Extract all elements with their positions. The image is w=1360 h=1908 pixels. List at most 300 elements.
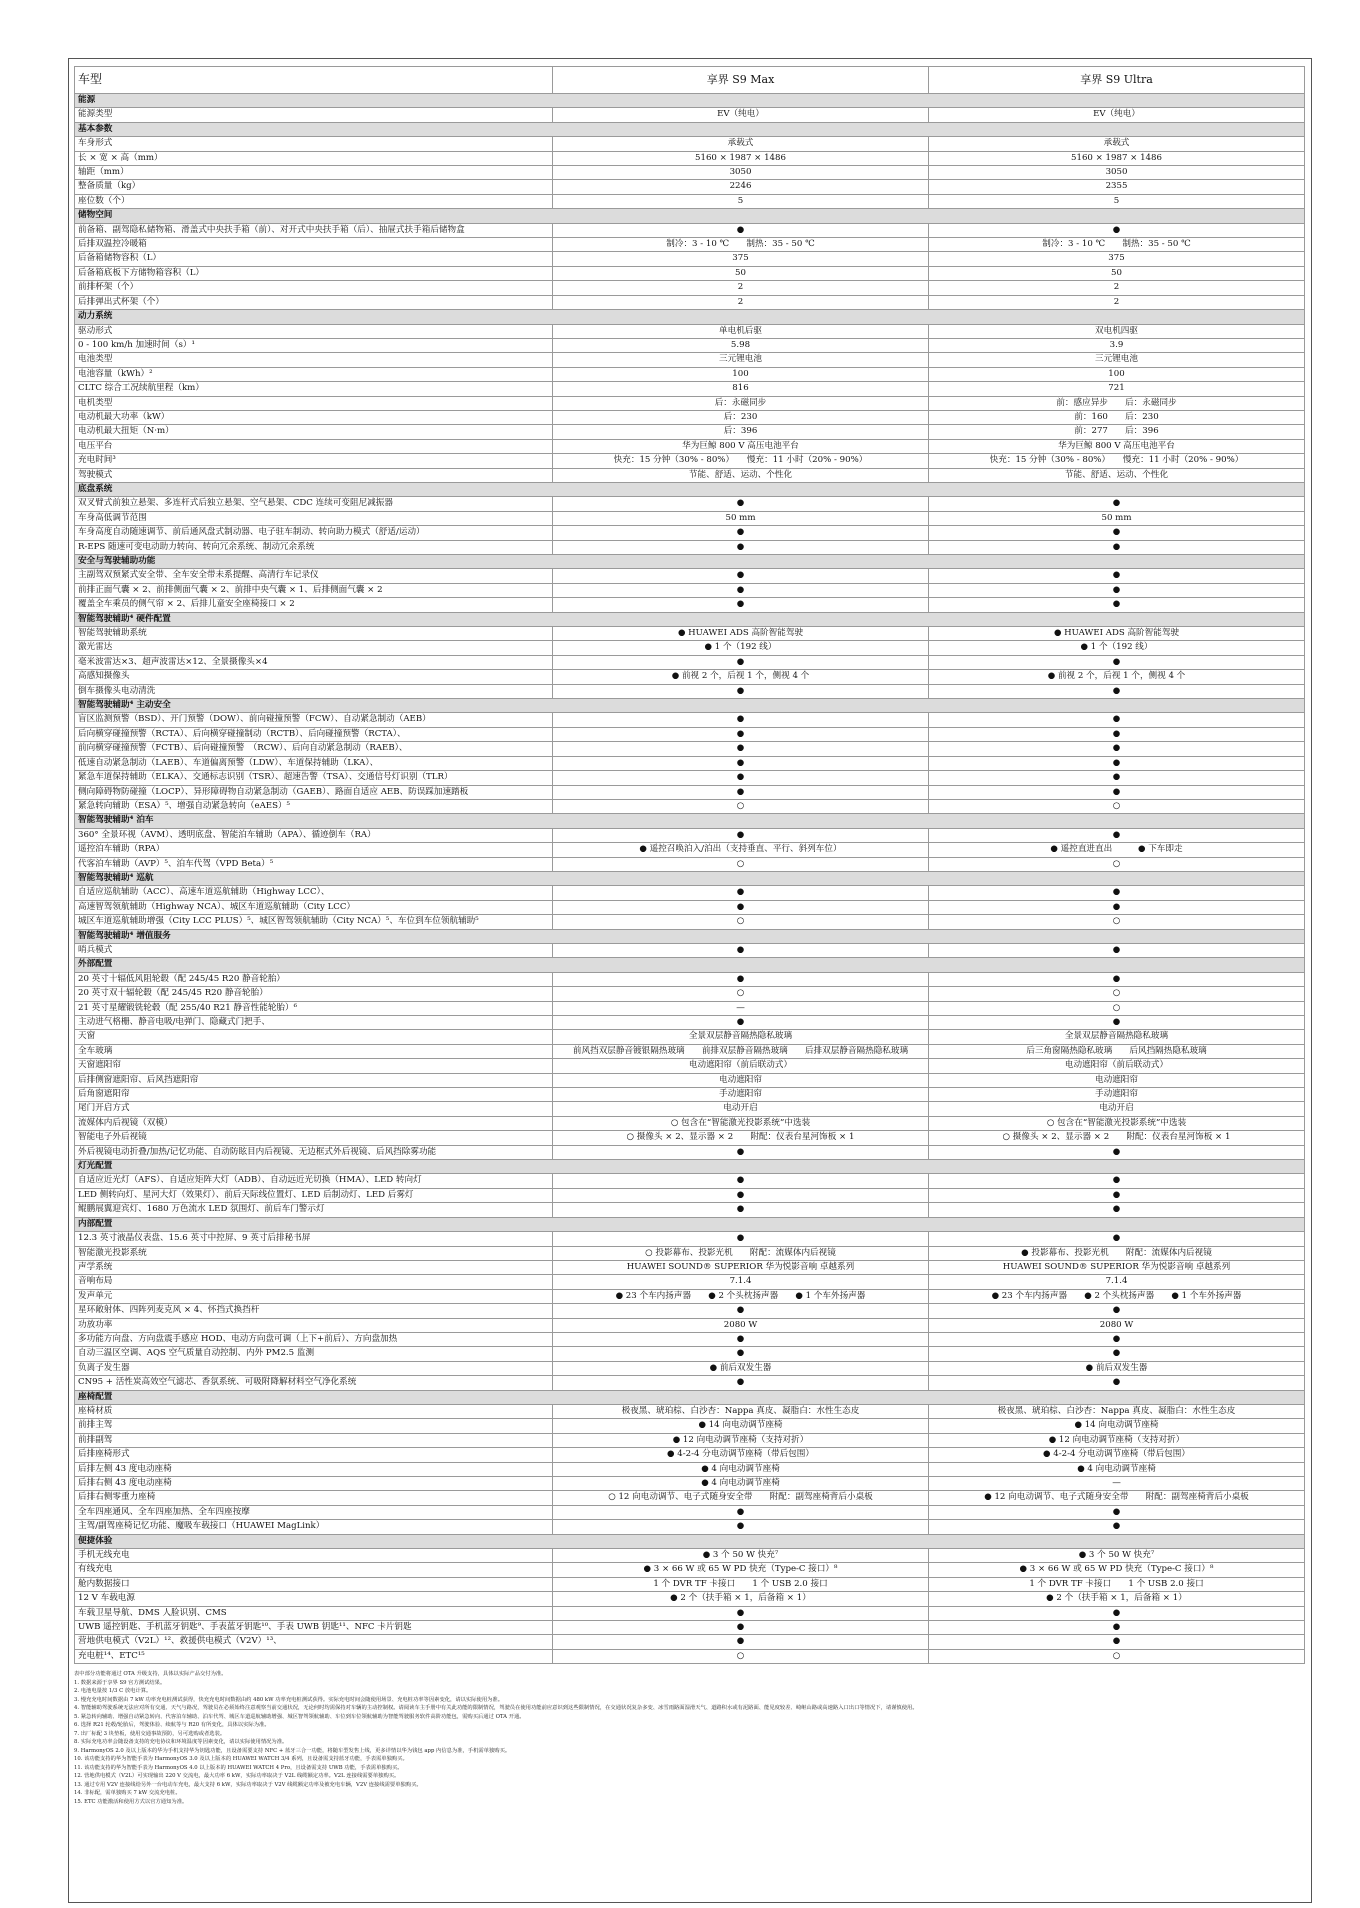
spec-value-max: ● 14 向电动调节座椅 <box>553 1419 929 1433</box>
spec-row <box>75 1073 1305 1087</box>
spec-row <box>75 137 1305 151</box>
spec-value-ultra: 5160 × 1987 × 1486 <box>929 151 1305 165</box>
footnote-line: 4. 智能辅助驾驶系统无法应对所有交通、天气与路况，驾驶员在必须始终注意观察当前交通状况，无论何时均需保持对车辆的主动控制权。请阅读车主手册中有关此功能的限制情况，驾驶员在使用功能前应意识到这些限制情况，在交通状况复杂多变、冰雪雨路面湿滑天气、道路积水或有泥路面、能见度较差、崎岖山路或高速路入口出口等情况下，请谨慎使用。 <box>74 1705 918 1712</box>
spec-value-ultra: ● <box>929 1621 1305 1635</box>
spec-row <box>75 857 1305 871</box>
spec-value-ultra: ○ <box>929 1001 1305 1015</box>
spec-row <box>75 367 1305 381</box>
spec-value-ultra: ● <box>929 785 1305 799</box>
spec-row <box>75 223 1305 237</box>
footnote-line: 6. 选择 R21 轮毂/轮胎后，驾驶体验、续航等与 R20 有所变化，具体以实际为准。 <box>74 1722 270 1729</box>
spec-row <box>75 454 1305 468</box>
spec-label: 盲区监测预警（BSD）、开门预警（DOW）、前向碰撞预警（FCW）、自动紧急制动（AEB） <box>75 713 553 727</box>
spec-value-max: ● 前视 2 个，后视 1 个，侧视 4 个 <box>553 670 929 684</box>
footnote-line: 13. 通过专用 V2V 连接线给另外一台电动车充电，最大支持 6 kW，实际功率取决于 V2V 线缆额定功率及被充电车辆，V2V 连接线需要单独购买。 <box>74 1781 422 1788</box>
spec-label: 21 英寸星耀锻铣轮毂（配 255/40 R21 静音性能轮胎）⁶ <box>75 1001 553 1015</box>
spec-row <box>75 627 1305 641</box>
spec-value-max: ● <box>553 943 929 957</box>
spec-label: 车载卫星导航、DMS 人脸识别、CMS <box>75 1606 553 1620</box>
spec-row <box>75 1577 1305 1591</box>
spec-row <box>75 1318 1305 1332</box>
spec-value-ultra: ○ 包含在“智能激光投影系统”中选装 <box>929 1116 1305 1130</box>
section-title: 便捷体验 <box>75 1534 1305 1548</box>
spec-value-max: ● <box>553 828 929 842</box>
spec-label: 音响布局 <box>75 1275 553 1289</box>
spec-row <box>75 338 1305 352</box>
section-title: 能源 <box>75 94 1305 108</box>
spec-label: 12.3 英寸液晶仪表盘、15.6 英寸中控屏、9 英寸后排秘书屏 <box>75 1232 553 1246</box>
spec-row <box>75 1606 1305 1620</box>
spec-value-max: ● 12 向电动调节座椅（支持对折） <box>553 1433 929 1447</box>
spec-value-ultra: ● <box>929 886 1305 900</box>
footnote-line: 12. 营地供电模式（V2L）可实现输出 220 V 交流电，最大功率 6 kW，实际功率取决于 V2L 线缆额定功率。V2L 连接线需要单独购买。 <box>74 1773 400 1780</box>
spec-value-max: 三元锂电池 <box>553 353 929 367</box>
section-header-row <box>75 555 1305 569</box>
spec-label: 毫米波雷达×3、超声波雷达×12、全景摄像头×4 <box>75 655 553 669</box>
spec-value-ultra: ● <box>929 1016 1305 1030</box>
spec-value-ultra: 2080 W <box>929 1318 1305 1332</box>
spec-row <box>75 1419 1305 1433</box>
spec-value-ultra: 双电机四驱 <box>929 324 1305 338</box>
spec-label: 手机无线充电 <box>75 1549 553 1563</box>
spec-row <box>75 915 1305 929</box>
spec-label: 座位数（个） <box>75 194 553 208</box>
spec-label: 全车玻璃 <box>75 1044 553 1058</box>
spec-label: 座椅材质 <box>75 1404 553 1418</box>
spec-row <box>75 1491 1305 1505</box>
spec-value-max: 后：230 <box>553 410 929 424</box>
section-header-row <box>75 1390 1305 1404</box>
spec-row <box>75 1549 1305 1563</box>
spec-value-ultra: ● <box>929 223 1305 237</box>
spec-label: 负离子发生器 <box>75 1361 553 1375</box>
spec-value-max: ○ <box>553 915 929 929</box>
spec-row <box>75 382 1305 396</box>
spec-value-ultra: 3.9 <box>929 338 1305 352</box>
section-header-row <box>75 612 1305 626</box>
spec-value-ultra: ● <box>929 943 1305 957</box>
section-title: 智能驾驶辅助⁴ 主动安全 <box>75 699 1305 713</box>
spec-row <box>75 1433 1305 1447</box>
spec-label: 0 - 100 km/h 加速时间（s）¹ <box>75 338 553 352</box>
section-title: 外部配置 <box>75 958 1305 972</box>
spec-value-max: ● 4-2-4 分电动调节座椅（带后包围） <box>553 1448 929 1462</box>
spec-label: 前排正面气囊 × 2、前排侧面气囊 × 2、前排中央气囊 × 1、后排侧面气囊 × 2 <box>75 583 553 597</box>
spec-label: 车身形式 <box>75 137 553 151</box>
spec-label: UWB 遥控钥匙、手机蓝牙钥匙⁹、手表蓝牙钥匙¹⁰、手表 UWB 钥匙¹¹、NFC 卡片钥匙 <box>75 1621 553 1635</box>
section-title: 储物空间 <box>75 209 1305 223</box>
spec-value-max: ● <box>553 742 929 756</box>
spec-value-ultra: ● <box>929 1174 1305 1188</box>
spec-value-ultra: ● <box>929 828 1305 842</box>
footnote-line: 5. 紧急转向辅助、增强自动紧急转向、代客泊车辅助、泊车代驾、城区车道巡航辅助增强、城区智驾领航辅助、车位到车位领航辅助为智能驾驶服务软件高阶功能包，需购买后通过 OTA 开通。 <box>74 1713 525 1720</box>
spec-value-ultra: ● <box>929 684 1305 698</box>
spec-value-max: ● <box>553 540 929 554</box>
spec-value-max: ● <box>553 1635 929 1649</box>
spec-value-max: ○ 包含在“智能激光投影系统”中选装 <box>553 1116 929 1130</box>
spec-value-max: 后：396 <box>553 425 929 439</box>
spec-label: 电池容量（kWh）² <box>75 367 553 381</box>
spec-label: 电动机最大扭矩（N·m） <box>75 425 553 439</box>
section-header-row <box>75 814 1305 828</box>
spec-value-ultra: ● <box>929 1203 1305 1217</box>
table-header-row <box>75 67 1305 94</box>
spec-label: 遥控泊车辅助（RPA） <box>75 843 553 857</box>
spec-value-max: ● <box>553 1505 929 1519</box>
spec-value-ultra: ● <box>929 598 1305 612</box>
section-header-row <box>75 1534 1305 1548</box>
spec-value-max: 5160 × 1987 × 1486 <box>553 151 929 165</box>
spec-row <box>75 1404 1305 1418</box>
spec-row <box>75 1505 1305 1519</box>
spec-value-max: ○ 摄像头 × 2、显示器 × 2 附配：仪表台星河饰板 × 1 <box>553 1131 929 1145</box>
spec-label: 车身高度自动随速调节、前后通风盘式制动器、电子驻车制动、转向助力模式（舒适/运动） <box>75 526 553 540</box>
spec-label: 自适应近光灯（AFS）、自适应矩阵大灯（ADB）、自动远近光切换（HMA）、LED 转向灯 <box>75 1174 553 1188</box>
spec-label: 激光雷达 <box>75 641 553 655</box>
spec-row <box>75 1059 1305 1073</box>
spec-value-ultra: ● <box>929 526 1305 540</box>
spec-value-max: ● <box>553 583 929 597</box>
spec-row <box>75 439 1305 453</box>
spec-table <box>74 66 1305 1664</box>
spec-label: 鲲鹏展翼迎宾灯、1680 万色流水 LED 氛围灯、前后车门警示灯 <box>75 1203 553 1217</box>
spec-value-ultra: ● 4 向电动调节座椅 <box>929 1462 1305 1476</box>
spec-label: 多功能方向盘、方向盘震手感应 HOD、电动方向盘可调（上下+前后）、方向盘加热 <box>75 1332 553 1346</box>
spec-row <box>75 497 1305 511</box>
spec-label: R-EPS 随速可变电动助力转向、转向冗余系统、制动冗余系统 <box>75 540 553 554</box>
spec-row <box>75 583 1305 597</box>
spec-row <box>75 900 1305 914</box>
spec-value-ultra: 50 <box>929 266 1305 280</box>
spec-value-max: ● <box>553 1145 929 1159</box>
section-title: 智能驾驶辅助⁴ 硬件配置 <box>75 612 1305 626</box>
spec-value-max: ● <box>553 1174 929 1188</box>
spec-value-ultra: 3050 <box>929 166 1305 180</box>
spec-value-ultra: ● <box>929 1188 1305 1202</box>
spec-value-max: ○ <box>553 987 929 1001</box>
spec-label: 主副驾双预紧式安全带、全车安全带未系提醒、高清行车记录仪 <box>75 569 553 583</box>
spec-row <box>75 1621 1305 1635</box>
spec-row <box>75 194 1305 208</box>
footnote-line: 10. 该功能支持的华为智能手表为 HarmonyOS 3.0 及以上版本的 HUAWEI WATCH 3/4 系列，且设备需支持蓝牙功能，手表需单独购买。 <box>74 1756 408 1763</box>
spec-value-max: ● <box>553 1232 929 1246</box>
spec-row <box>75 108 1305 122</box>
spec-value-ultra: 华为巨鲸 800 V 高压电池平台 <box>929 439 1305 453</box>
spec-row <box>75 1520 1305 1534</box>
spec-value-max: ● 遥控召唤泊入/泊出（支持垂直、平行、斜列车位） <box>553 843 929 857</box>
spec-label: 前排副驾 <box>75 1433 553 1447</box>
section-title: 座椅配置 <box>75 1390 1305 1404</box>
spec-row <box>75 785 1305 799</box>
footnote-line: 11. 该功能支持的华为智能手表为 HarmonyOS 4.0 以上版本的 HUAWEI WATCH 4 Pro，且设备需支持 UWB 功能，手表需单独购买。 <box>74 1764 403 1771</box>
spec-row <box>75 1332 1305 1346</box>
spec-label: 倒车摄像头电动清洗 <box>75 684 553 698</box>
spec-value-ultra: 电动遮阳帘 <box>929 1073 1305 1087</box>
spec-row <box>75 1448 1305 1462</box>
spec-row <box>75 180 1305 194</box>
spec-value-ultra: ○ <box>929 857 1305 871</box>
spec-value-ultra: ● 1 个（192 线） <box>929 641 1305 655</box>
spec-row <box>75 569 1305 583</box>
spec-value-ultra: ● <box>929 727 1305 741</box>
spec-value-ultra: ● <box>929 497 1305 511</box>
spec-row <box>75 266 1305 280</box>
spec-label: 后排弹出式杯架（个） <box>75 295 553 309</box>
spec-label: 功放功率 <box>75 1318 553 1332</box>
spec-value-ultra: — <box>929 1477 1305 1491</box>
spec-value-ultra: ● 2 个（扶手箱 × 1，后备箱 × 1） <box>929 1592 1305 1606</box>
spec-value-ultra: ● 遥控直进直出 ● 下车即走 <box>929 843 1305 857</box>
spec-value-max: ● <box>553 1621 929 1635</box>
spec-row <box>75 972 1305 986</box>
spec-value-max: ○ 12 向电动调节、电子式随身安全带 附配：副驾座椅背后小桌板 <box>553 1491 929 1505</box>
spec-label: 尾门开启方式 <box>75 1102 553 1116</box>
section-header-row <box>75 122 1305 136</box>
spec-value-ultra: 前：160 后：230 <box>929 410 1305 424</box>
spec-label: 舱内数据接口 <box>75 1577 553 1591</box>
spec-value-max: 手动遮阳帘 <box>553 1088 929 1102</box>
spec-value-ultra: 2 <box>929 295 1305 309</box>
spec-value-ultra: 100 <box>929 367 1305 381</box>
spec-row <box>75 1016 1305 1030</box>
spec-row <box>75 799 1305 813</box>
section-title: 智能驾驶辅助⁴ 增值服务 <box>75 929 1305 943</box>
spec-value-max: ● <box>553 1347 929 1361</box>
spec-row <box>75 526 1305 540</box>
spec-value-max: ● HUAWEI ADS 高阶智能驾驶 <box>553 627 929 641</box>
spec-row <box>75 727 1305 741</box>
spec-row <box>75 641 1305 655</box>
spec-label: 城区车道巡航辅助增强（City LCC PLUS）⁵、城区智驾领航辅助（City NCA）⁵、车位到车位领航辅助⁵ <box>75 915 553 929</box>
section-title: 底盘系统 <box>75 482 1305 496</box>
spec-value-ultra: 手动遮阳帘 <box>929 1088 1305 1102</box>
spec-label: 前排杯架（个） <box>75 281 553 295</box>
spec-row <box>75 1174 1305 1188</box>
spec-value-ultra: ● <box>929 583 1305 597</box>
spec-label: 电动机最大功率（kW） <box>75 410 553 424</box>
spec-row <box>75 670 1305 684</box>
spec-label: 低速自动紧急制动（LAEB）、车道偏离预警（LDW）、车道保持辅助（LKA）、 <box>75 756 553 770</box>
section-title: 基本参数 <box>75 122 1305 136</box>
spec-label: 声学系统 <box>75 1260 553 1274</box>
spec-label: 驱动形式 <box>75 324 553 338</box>
spec-label: 电池类型 <box>75 353 553 367</box>
spec-row <box>75 425 1305 439</box>
spec-value-max: 50 <box>553 266 929 280</box>
spec-label: 后角窗遮阳帘 <box>75 1088 553 1102</box>
spec-value-ultra: ● 前后双发生器 <box>929 1361 1305 1375</box>
section-header-row <box>75 1160 1305 1174</box>
spec-row <box>75 756 1305 770</box>
spec-label: 车身高低调节范围 <box>75 511 553 525</box>
spec-label: 20 英寸双十辐轮毂（配 245/45 R20 静音轮胎） <box>75 987 553 1001</box>
spec-value-max: ● <box>553 1188 929 1202</box>
spec-row <box>75 1030 1305 1044</box>
spec-value-ultra: 全景双层静音隔热隐私玻璃 <box>929 1030 1305 1044</box>
spec-value-max: 电动开启 <box>553 1102 929 1116</box>
spec-value-ultra: ● <box>929 1635 1305 1649</box>
spec-value-ultra: 前：277 后：396 <box>929 425 1305 439</box>
spec-label: 主动进气格栅、静音电吸/电弹门、隐藏式门把手、 <box>75 1016 553 1030</box>
spec-value-max: ● <box>553 655 929 669</box>
section-header-row <box>75 94 1305 108</box>
spec-label: 高速智驾领航辅助（Highway NCA）、城区车道巡航辅助（City LCC） <box>75 900 553 914</box>
footnote-line: 2. 电池电量按 1/3 C 放电计算。 <box>74 1688 152 1695</box>
spec-value-ultra: 7.1.4 <box>929 1275 1305 1289</box>
spec-value-ultra: ● <box>929 540 1305 554</box>
spec-label: 20 英寸十辐低风阻轮毂（配 245/45 R20 静音轮胎） <box>75 972 553 986</box>
spec-label: 前备箱、副驾隐私储物箱、滑盖式中央扶手箱（前）、对开式中央扶手箱（后）、抽屉式扶手箱后储物盒 <box>75 223 553 237</box>
spec-label: 后向横穿碰撞预警（RCTA）、后向横穿碰撞制动（RCTB）、后向碰撞预警（RCTA）、 <box>75 727 553 741</box>
spec-label: CLTC 综合工况续航里程（km） <box>75 382 553 396</box>
spec-value-ultra: ● <box>929 1505 1305 1519</box>
spec-label: 后排右侧零重力座椅 <box>75 1491 553 1505</box>
spec-label: CN95 + 活性炭高效空气滤芯、香氛系统、可吸附降解材料空气净化系统 <box>75 1376 553 1390</box>
spec-value-ultra: ● <box>929 713 1305 727</box>
spec-label: 天窗 <box>75 1030 553 1044</box>
spec-value-max: EV（纯电） <box>553 108 929 122</box>
spec-value-ultra: 后三角窗隔热隐私玻璃 后风挡隔热隐私玻璃 <box>929 1044 1305 1058</box>
spec-value-max: HUAWEI SOUND® SUPERIOR 华为悦影音响 卓越系列 <box>553 1260 929 1274</box>
spec-value-max: ● 前后双发生器 <box>553 1361 929 1375</box>
footnote-line: 14. 非标配，需单独购买 7 kW 交流充电桩。 <box>74 1790 181 1797</box>
spec-value-max: — <box>553 1001 929 1015</box>
spec-value-max: ● 23 个车内扬声器 ● 2 个头枕扬声器 ● 1 个车外扬声器 <box>553 1289 929 1303</box>
spec-value-ultra: 三元锂电池 <box>929 353 1305 367</box>
section-header-row <box>75 310 1305 324</box>
section-title: 智能驾驶辅助⁴ 泊车 <box>75 814 1305 828</box>
spec-label: 哨兵模式 <box>75 943 553 957</box>
spec-value-max: 5 <box>553 194 929 208</box>
spec-value-max: ● <box>553 1016 929 1030</box>
section-header-row <box>75 699 1305 713</box>
spec-value-max: 全景双层静音隔热隐私玻璃 <box>553 1030 929 1044</box>
spec-value-ultra: ● 4-2-4 分电动调节座椅（带后包围） <box>929 1448 1305 1462</box>
spec-row <box>75 828 1305 842</box>
spec-row <box>75 468 1305 482</box>
spec-value-ultra: ● 14 向电动调节座椅 <box>929 1419 1305 1433</box>
spec-row <box>75 1361 1305 1375</box>
spec-row <box>75 1102 1305 1116</box>
spec-value-max: 电动遮阳帘 <box>553 1073 929 1087</box>
spec-value-max: ● <box>553 569 929 583</box>
spec-label: 全车四座通风、全车四座加热、全车四座按摩 <box>75 1505 553 1519</box>
spec-label: 智能驾驶辅助系统 <box>75 627 553 641</box>
spec-row <box>75 324 1305 338</box>
footnote-line: 3. 慢充充电时间数据由 7 kW 功率充电桩测试获得，快充充电时间数据由约 480 kW 功率充电桩测试获得。实际充电时间会随使用场景、充电桩功率等因素变化，请以实际使用为准。 <box>74 1696 504 1703</box>
footnotes <box>74 1670 1304 1806</box>
spec-value-max: ● <box>553 497 929 511</box>
spec-value-max: ○ 投影幕布、投影光机 附配：流媒体内后视镜 <box>553 1246 929 1260</box>
spec-value-ultra: ● <box>929 569 1305 583</box>
spec-value-ultra: ● <box>929 1376 1305 1390</box>
spec-label: 电机类型 <box>75 396 553 410</box>
footnote-line: 15. ETC 功能激活和使用方式以官方通知为准。 <box>74 1798 188 1805</box>
spec-value-ultra: ● 23 个车内扬声器 ● 2 个头枕扬声器 ● 1 个车外扬声器 <box>929 1289 1305 1303</box>
spec-value-ultra: ○ <box>929 915 1305 929</box>
spec-label: 外后视镜电动折叠/加热/记忆功能、自动防眩目内后视镜、无边框式外后视镜、后风挡除雾功能 <box>75 1145 553 1159</box>
spec-row <box>75 684 1305 698</box>
spec-value-ultra: 2355 <box>929 180 1305 194</box>
spec-value-ultra: 电动遮阳帘（前后联动式） <box>929 1059 1305 1073</box>
spec-label: 后备箱储物容积（L） <box>75 252 553 266</box>
spec-value-max: ● 3 × 66 W 或 65 W PD 快充（Type-C 接口）⁸ <box>553 1563 929 1577</box>
spec-row <box>75 1001 1305 1015</box>
spec-label: 主驾/副驾座椅记忆功能、魔吸车载接口（HUAWEI MagLink） <box>75 1520 553 1534</box>
spec-row <box>75 713 1305 727</box>
spec-value-ultra: 承载式 <box>929 137 1305 151</box>
spec-row <box>75 1563 1305 1577</box>
spec-row <box>75 1304 1305 1318</box>
spec-value-max: ● <box>553 1203 929 1217</box>
spec-row <box>75 1260 1305 1274</box>
spec-label: 星环敞射体、四阵列麦克风 × 4、怀挡式换挡杆 <box>75 1304 553 1318</box>
spec-row <box>75 295 1305 309</box>
spec-value-max: ● <box>553 223 929 237</box>
spec-label: 有线充电 <box>75 1563 553 1577</box>
spec-value-max: 816 <box>553 382 929 396</box>
spec-row <box>75 1246 1305 1260</box>
spec-value-max: ● <box>553 886 929 900</box>
spec-value-ultra: 电动开启 <box>929 1102 1305 1116</box>
spec-label: 充电桩¹⁴、ETC¹⁵ <box>75 1649 553 1663</box>
spec-value-max: 5.98 <box>553 338 929 352</box>
spec-label: 轴距（mm） <box>75 166 553 180</box>
spec-label: 自适应巡航辅助（ACC）、高速车道巡航辅助（Highway LCC）、 <box>75 886 553 900</box>
header-model-max: 享界 S9 Max <box>553 67 929 94</box>
spec-value-ultra: ● 12 向电动调节座椅（支持对折） <box>929 1433 1305 1447</box>
spec-row <box>75 1275 1305 1289</box>
spec-value-ultra: ○ 摄像头 × 2、显示器 × 2 附配：仪表台星河饰板 × 1 <box>929 1131 1305 1145</box>
footnote-line: 8. 实际充电功率会随设备支持的充电协议和环境温度等因素变化，请以实际使用情况为准。 <box>74 1739 288 1746</box>
spec-value-max: ● <box>553 1520 929 1534</box>
spec-row <box>75 166 1305 180</box>
spec-value-ultra: ● <box>929 972 1305 986</box>
spec-label: 电压平台 <box>75 439 553 453</box>
spec-label: 紧急转向辅助（ESA）⁵、增强自动紧急转向（eAES）⁵ <box>75 799 553 813</box>
spec-value-ultra: ● HUAWEI ADS 高阶智能驾驶 <box>929 627 1305 641</box>
spec-value-max: ○ <box>553 1649 929 1663</box>
spec-label: 驾驶模式 <box>75 468 553 482</box>
spec-value-max: 1 个 DVR TF 卡接口 1 个 USB 2.0 接口 <box>553 1577 929 1591</box>
spec-row <box>75 843 1305 857</box>
spec-value-max: ● <box>553 713 929 727</box>
spec-row <box>75 1088 1305 1102</box>
spec-sheet <box>74 66 1304 1806</box>
spec-label: 发声单元 <box>75 1289 553 1303</box>
spec-value-ultra: 2 <box>929 281 1305 295</box>
spec-value-max: ● <box>553 972 929 986</box>
spec-value-ultra: ● <box>929 1520 1305 1534</box>
spec-value-ultra: 375 <box>929 252 1305 266</box>
spec-value-ultra: ● <box>929 900 1305 914</box>
spec-value-max: 承载式 <box>553 137 929 151</box>
section-title: 安全与驾驶辅助功能 <box>75 555 1305 569</box>
spec-label: 营地供电模式（V2L）¹²、救援供电模式（V2V）¹³、 <box>75 1635 553 1649</box>
spec-label: 紧急车道保持辅助（ELKA）、交通标志识别（TSR）、超速告警（TSA）、交通信号灯识别（TLR） <box>75 771 553 785</box>
spec-row <box>75 655 1305 669</box>
spec-row <box>75 252 1305 266</box>
spec-row <box>75 1044 1305 1058</box>
spec-row <box>75 1116 1305 1130</box>
spec-value-max: 华为巨鲸 800 V 高压电池平台 <box>553 439 929 453</box>
spec-value-ultra: ● 3 × 66 W 或 65 W PD 快充（Type-C 接口）⁸ <box>929 1563 1305 1577</box>
spec-row <box>75 771 1305 785</box>
section-title: 内部配置 <box>75 1217 1305 1231</box>
spec-value-max: 7.1.4 <box>553 1275 929 1289</box>
spec-value-max: 快充：15 分钟（30% - 80%） 慢充：11 小时（20% - 90%） <box>553 454 929 468</box>
spec-row <box>75 281 1305 295</box>
